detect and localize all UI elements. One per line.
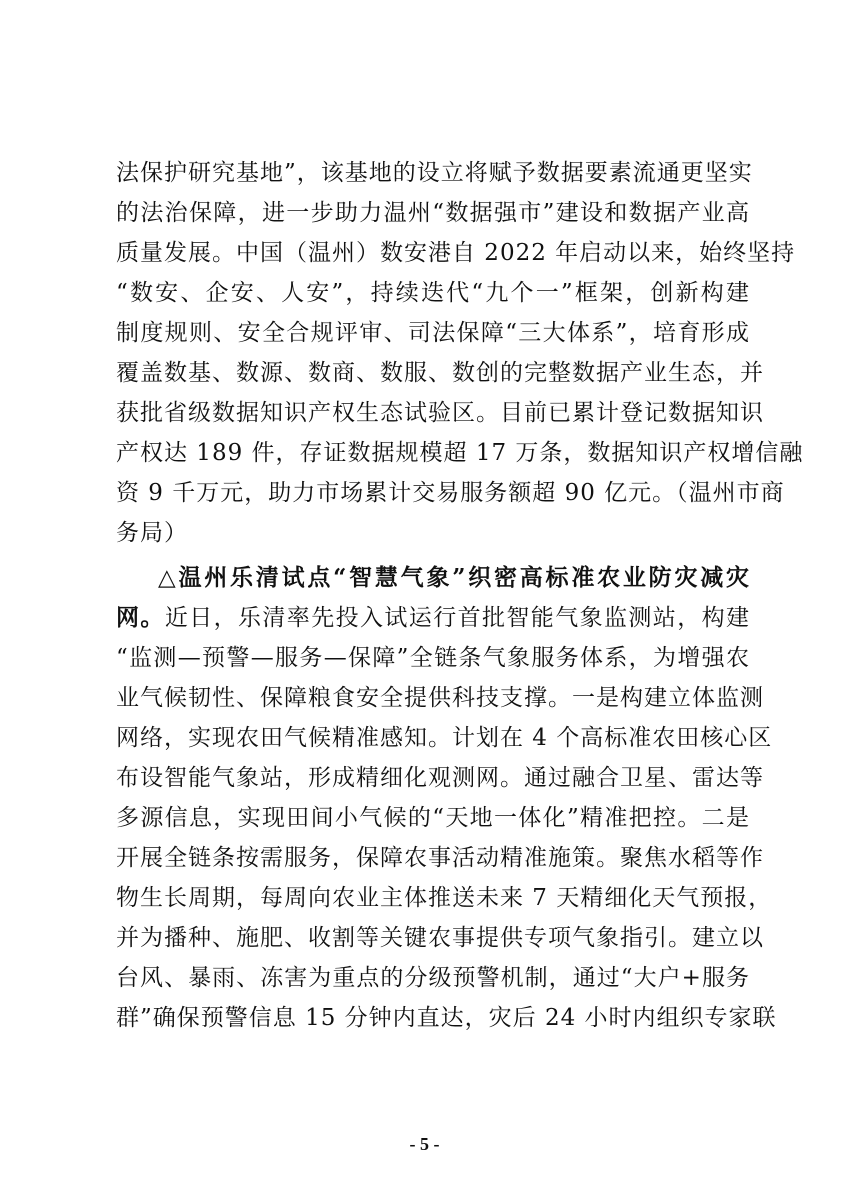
- section-heading: △温州乐清试点“智慧气象”织密高标准农业防灾减灾: [158, 564, 750, 591]
- section-text-line: 台风、暴雨、冻害为重点的分级预警机制，通过“大户+服务: [116, 965, 750, 991]
- body-text-line: 产权达 189 件，存证数据规模超 17 万条，数据知识产权增信融: [116, 440, 804, 466]
- section-text-line: “监测—预警—服务—保障”全链条气象服务体系，为增强农: [116, 645, 750, 671]
- section-heading-end: 网。: [116, 604, 165, 631]
- body-text-line: 制度规则、安全合规评审、司法保障“三大体系”，培育形成: [116, 320, 750, 346]
- section-text-line: 并为播种、施肥、收割等关键农事提供专项气象指引。建立以: [116, 925, 764, 951]
- section-text-line: 业气候韧性、保障粮食安全提供科技支撑。一是构建立体监测: [116, 685, 764, 711]
- body-text-line: “数安、企安、人安”，持续迭代“九个一”框架，创新构建: [116, 280, 750, 306]
- section-heading-continuation: [116, 598, 750, 638]
- section-text-line: 布设智能气象站，形成精细化观测网。通过融合卫星、雷达等: [116, 765, 764, 791]
- body-text-line: 资 9 千万元，助力市场累计交易服务额超 90 亿元。（温州市商: [116, 480, 785, 506]
- body-text-line: 获批省级数据知识产权生态试验区。目前已累计登记数据知识: [116, 400, 764, 426]
- body-text-line: 的法治保障，进一步助力温州“数据强市”建设和数据产业高: [116, 200, 750, 226]
- page-number: - 5 -: [409, 1134, 440, 1154]
- section-text-line: 网络，实现农田气候精准感知。计划在 4 个高标准农田核心区: [116, 725, 773, 751]
- section-intro-text: 近日，乐清率先投入试运行首批智能气象监测站，构建: [164, 605, 751, 631]
- body-text-line: 质量发展。中国（温州）数安港自 2022 年启动以来，始终坚持: [116, 240, 796, 266]
- section-text-line: 群”确保预警信息 15 分钟内直达，灾后 24 小时内组织专家联: [116, 1005, 777, 1031]
- section-text-line: 物生长周期，每周向农业主体推送未来 7 天精细化天气预报，: [116, 885, 773, 911]
- body-text-line: 务局）: [116, 520, 188, 546]
- body-text-line: 法保护研究基地”，该基地的设立将赋予数据要素流通更坚实: [116, 160, 753, 186]
- body-text-line: 覆盖数基、数源、数商、数服、数创的完整数据产业生态，并: [116, 360, 764, 386]
- section-text-line: 开展全链条按需服务，保障农事活动精准施策。聚焦水稻等作: [116, 845, 764, 871]
- section-text-line: 多源信息，实现田间小气候的“天地一体化”精准把控。二是: [116, 805, 750, 831]
